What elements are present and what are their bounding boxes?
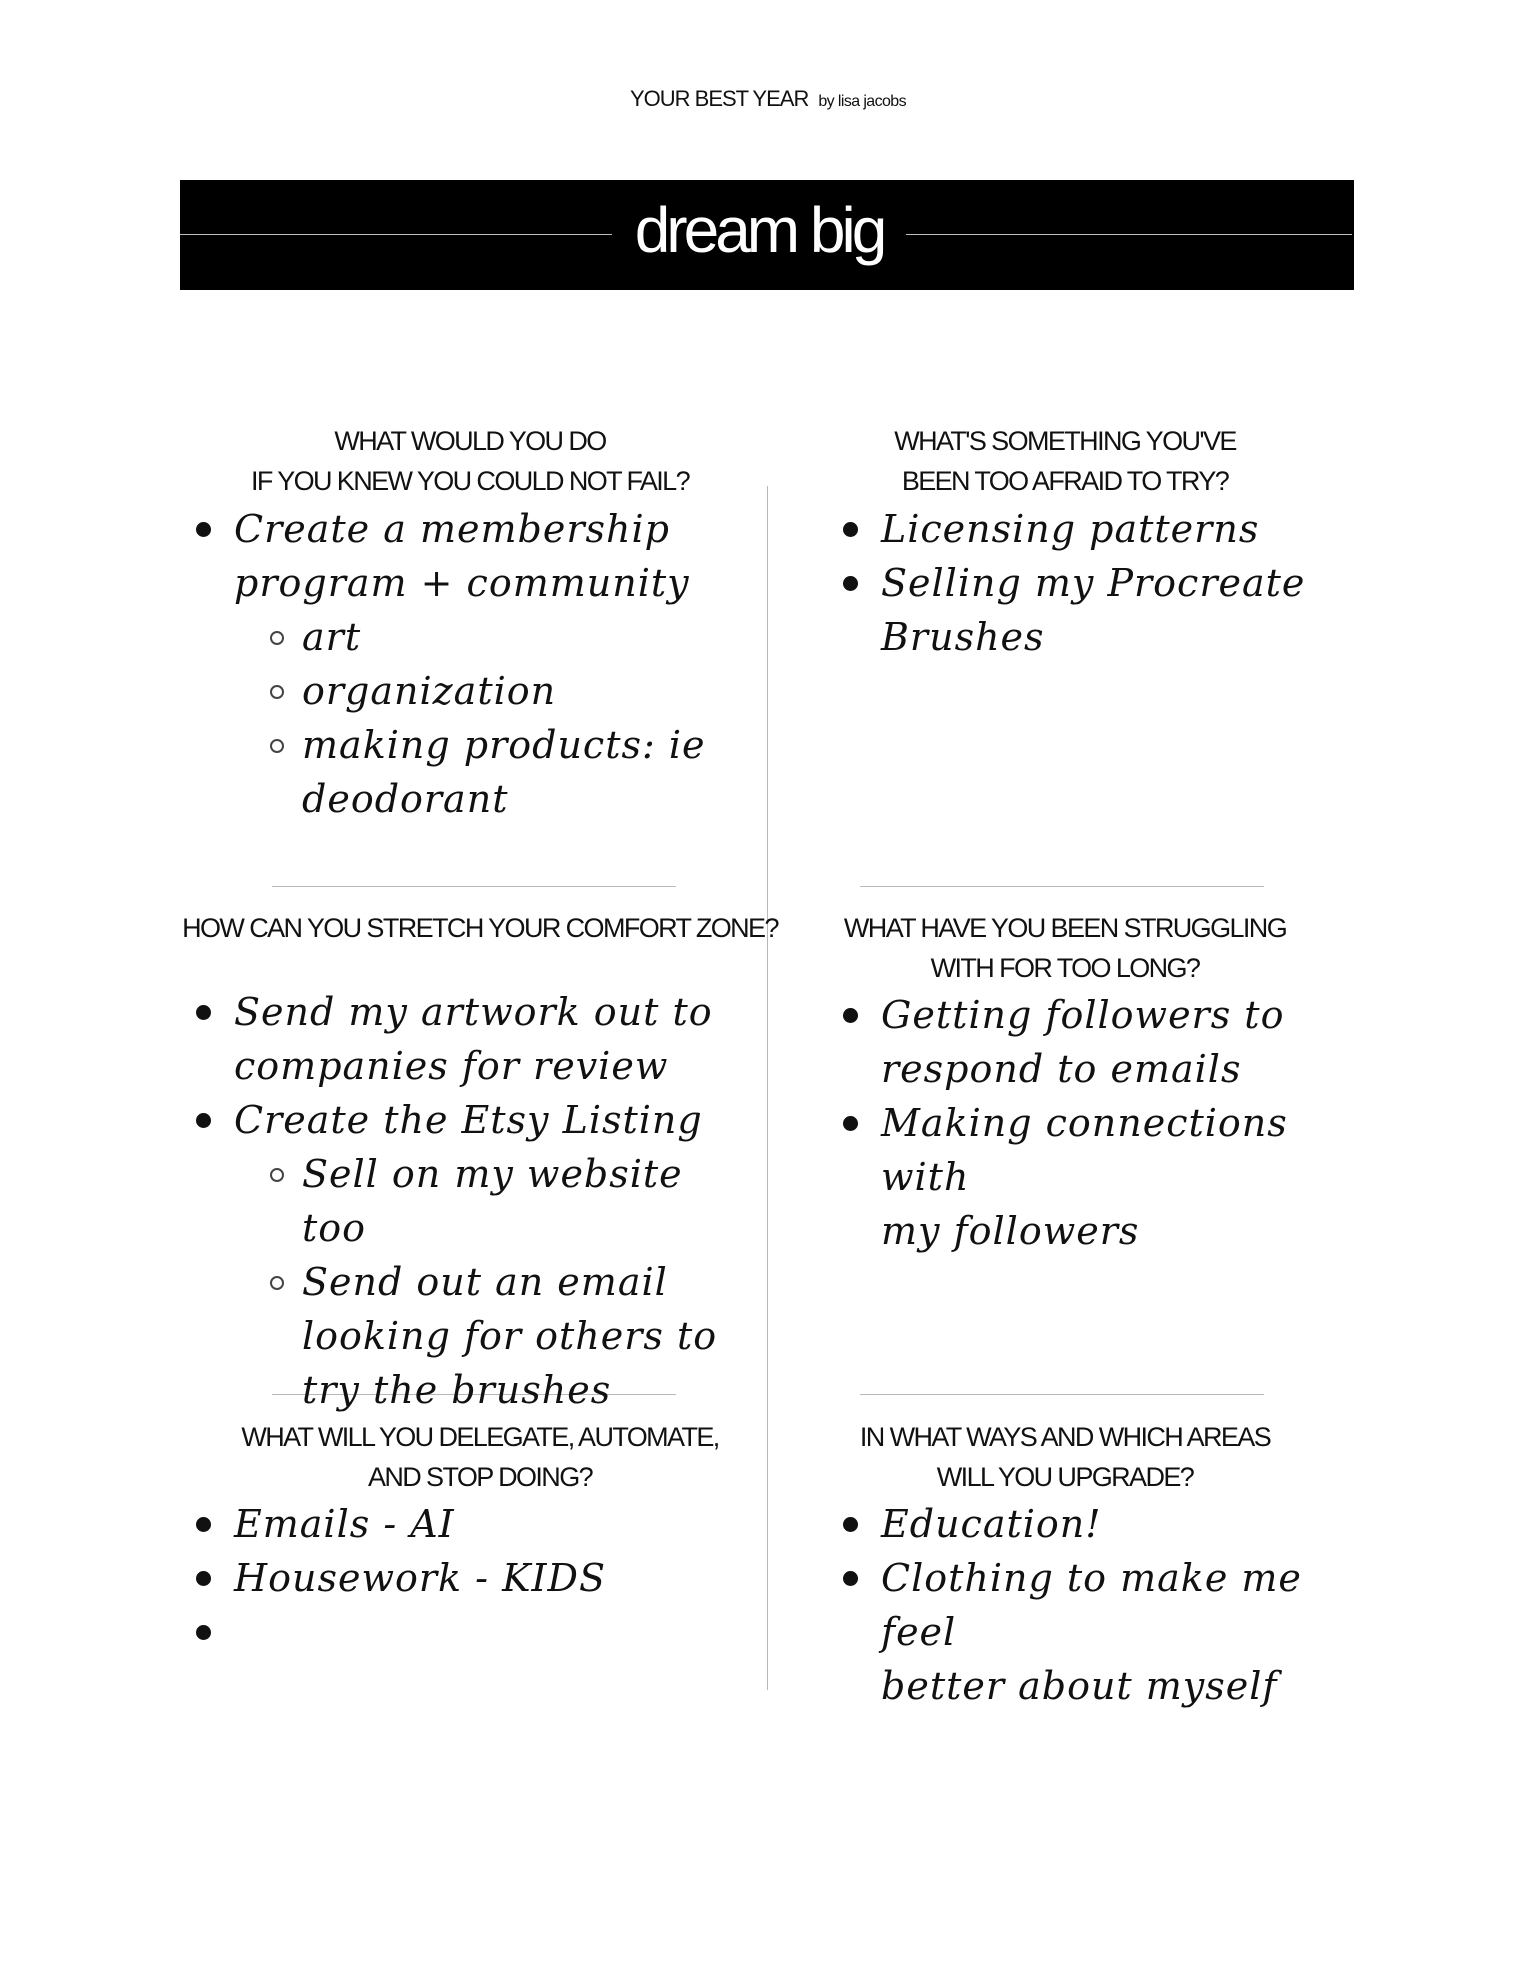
question-comfort-zone: HOW CAN YOU STRETCH YOUR COMFORT ZONE? [182,913,778,943]
bullet-item [190,502,730,610]
answer-text: Send my artwork out to companies for review [234,990,713,1088]
section-divider-right-2 [860,1394,1264,1395]
banner-title: dream big [634,194,884,266]
answer-text: Emails - AI [234,1502,455,1546]
section-divider-right-1 [860,886,1264,887]
sub-bullet-item [190,610,730,664]
answer-text: Create the Etsy Listing [234,1098,703,1142]
section-divider-left-1 [272,886,676,887]
sub-bullet-item [190,664,730,718]
answer-text: Sell on my website too [302,1152,683,1250]
answers-delegate [190,1497,730,1605]
answers-struggling [837,988,1357,1258]
column-divider [767,486,768,1690]
answers-comfort-zone [190,985,750,1417]
answer-text: organization [302,669,557,713]
sub-bullet-item [190,1255,750,1417]
question-delegate: WHAT WILL YOU DELEGATE, AUTOMATE, AND STOP DOING? [241,1422,719,1492]
question-fail: WHAT WOULD YOU DO IF YOU KNEW YOU COULD NOT FAIL? [250,426,689,496]
bullet-item [837,556,1337,664]
banner-rule-right [906,234,1352,235]
banner-rule-left [180,234,612,235]
answer-text: art [302,615,362,659]
question-upgrade: IN WHAT WAYS AND WHICH AREAS WILL YOU UPGRADE? [859,1422,1271,1492]
bullet-item [837,1096,1357,1258]
bullet-item [190,1093,750,1147]
bullet-item [837,988,1357,1096]
bullet-item [190,1551,730,1605]
bullet-item [837,502,1337,556]
header-title: YOUR BEST YEAR [629,86,809,111]
answer-text: Getting followers to respond to emails [881,993,1285,1091]
bullet-item [190,985,750,1093]
answers-upgrade [837,1497,1357,1713]
question-struggling: WHAT HAVE YOU BEEN STRUGGLING WITH FOR TOO LONG? [843,913,1287,983]
answer-text: Housework - KIDS [234,1556,606,1600]
title-banner [180,180,1354,290]
bullet-item [837,1497,1357,1551]
answers-fail [190,502,730,826]
bullet-item [190,1497,730,1551]
sub-bullet-item [190,1147,750,1255]
answer-text: Licensing patterns [881,507,1260,551]
answer-text: Selling my Procreate Brushes [881,561,1306,659]
page-header [0,86,1536,112]
answer-text: Send out an email looking for others to try the brushes [302,1260,718,1412]
answer-text: Making connections with my followers [881,1101,1288,1253]
question-afraid: WHAT'S SOMETHING YOU'VE BEEN TOO AFRAID TO TRY? [894,426,1236,496]
answer-text: making products: ie deodorant [302,723,706,821]
sub-bullet-item [190,718,730,826]
header-byline: by lisa jacobs [818,93,907,110]
answers-afraid [837,502,1337,664]
answer-text: Clothing to make me feel better about myself [881,1556,1302,1708]
bullet-item [837,1551,1357,1713]
answer-text: Create a membership program + community [234,507,690,605]
answer-text: Education! [881,1502,1102,1546]
